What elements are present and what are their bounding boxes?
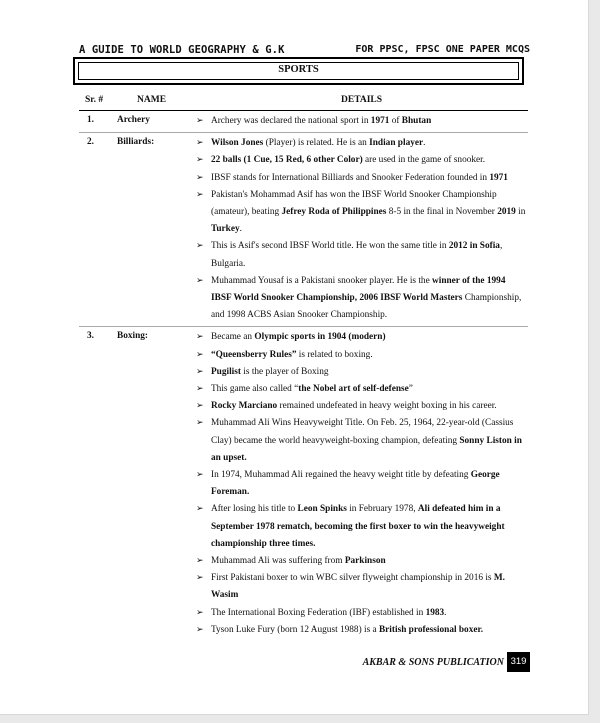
table-header (79, 94, 528, 111)
row-number: 3. (87, 331, 94, 342)
detail-text-bold: 2012 in Sofia (448, 241, 500, 252)
section-title-box (73, 57, 524, 85)
table-row (79, 327, 528, 641)
detail-item (196, 467, 528, 501)
page-number: 319 (507, 652, 530, 672)
arrow-bullet-icon: ➢ (196, 189, 204, 200)
arrow-bullet-icon: ➢ (196, 116, 204, 126)
detail-text: are used in the game of snooker. (362, 155, 486, 166)
detail-text: Tyson Luke Fury (born 12 August 1988) is a (211, 624, 379, 635)
detail-text: The International Boxing Federation (IBF) established in (211, 607, 426, 618)
detail-item (196, 135, 528, 152)
arrow-bullet-icon: ➢ (196, 556, 204, 567)
detail-item (196, 605, 528, 622)
sports-table (79, 94, 528, 641)
arrow-bullet-icon: ➢ (196, 155, 204, 166)
detail-text: is the player of Boxing (240, 366, 329, 377)
detail-text-bold: 1983 (425, 607, 445, 618)
detail-text: , Bulgaria. (211, 241, 503, 269)
detail-text: of (389, 116, 402, 126)
arrow-bullet-icon: ➢ (196, 418, 204, 429)
detail-text-bold: Parkinson (344, 556, 386, 567)
row-sport-name: Billiards: (117, 137, 155, 148)
detail-list (196, 327, 528, 641)
detail-text-bold: British professional boxer. (378, 624, 484, 635)
detail-text-bold: 1971 (489, 172, 508, 183)
detail-text-bold: Sonny Liston in an upset. (211, 435, 522, 463)
detail-text-bold: Wilson Jones (211, 138, 264, 149)
arrow-bullet-icon: ➢ (196, 470, 204, 481)
arrow-bullet-icon: ➢ (196, 241, 204, 252)
arrow-bullet-icon: ➢ (196, 332, 204, 343)
table-row (79, 133, 528, 327)
detail-text: Archery was declared the national sport in (211, 116, 371, 126)
row-sport-name: Archery (117, 115, 150, 125)
detail-text: Muhammad Ali Wins Heavyweight Title. On Feb. 25, 1964, 22-year-old (Cassius Clay) became the world heavyweight-boxing champion, defeating (211, 418, 514, 446)
detail-item (196, 381, 528, 398)
detail-item (196, 364, 528, 381)
detail-text-bold: 1971 (370, 116, 390, 126)
arrow-bullet-icon: ➢ (196, 172, 204, 183)
detail-text: (Player) is related. He is an (263, 138, 370, 149)
detail-item (196, 501, 528, 553)
arrow-bullet-icon: ➢ (196, 401, 204, 412)
detail-text-bold: Turkey (211, 224, 240, 235)
detail-text: . (423, 138, 426, 149)
arrow-bullet-icon: ➢ (196, 384, 204, 395)
arrow-bullet-icon: ➢ (196, 275, 204, 286)
detail-item (196, 570, 528, 604)
detail-item (196, 398, 528, 415)
detail-text: This game also called “ (211, 384, 299, 395)
table-row (79, 111, 528, 133)
detail-text: Pakistan's Mohammad Asif has won the IBSF World Snooker Championship (amateur), beating (211, 189, 497, 218)
detail-text: This is Asif's second IBSF World title. He won the same title in (211, 241, 449, 252)
detail-item (196, 329, 528, 346)
detail-text-bold: 2019 (497, 207, 516, 218)
detail-text-bold: Rocky Marciano (211, 401, 278, 412)
arrow-bullet-icon: ➢ (196, 607, 204, 618)
detail-text: . (444, 607, 447, 618)
header-exam-label: FOR PPSC, FPSC ONE PAPER MCQS (355, 44, 530, 55)
column-header-name: NAME (137, 95, 167, 105)
detail-item (196, 347, 528, 364)
arrow-bullet-icon: ➢ (196, 624, 204, 635)
arrow-bullet-icon: ➢ (196, 504, 204, 515)
detail-text: in (515, 207, 526, 218)
detail-text-bold: Bhutan (401, 116, 432, 126)
detail-text-bold: winner of the 1994 IBSF World Snooker Championship, 2006 IBSF World Masters (211, 275, 506, 304)
detail-text: In 1974, Muhammad Ali regained the heavy weight title by defeating (211, 470, 471, 481)
detail-text: is related to boxing. (296, 349, 373, 360)
detail-text-bold: Jefrey Roda of Philippines (281, 207, 387, 218)
header-book-title: A GUIDE TO WORLD GEOGRAPHY & G.K (79, 44, 285, 56)
detail-item (196, 273, 528, 325)
detail-item (196, 187, 528, 239)
footer-publisher: AKBAR & SONS PUBLICATION (362, 657, 504, 668)
section-title: SPORTS (78, 62, 519, 80)
detail-text-bold: Indian player (369, 138, 424, 149)
detail-text: ” (408, 384, 413, 395)
column-header-sr: Sr. # (85, 95, 104, 105)
detail-text: After losing his title to (211, 504, 298, 515)
arrow-bullet-icon: ➢ (196, 573, 204, 584)
detail-text: First Pakistani boxer to win WBC silver flyweight championship in 2016 is (211, 573, 494, 584)
row-sport-name: Boxing: (117, 331, 148, 342)
row-number: 1. (87, 115, 94, 125)
detail-text-bold: the Nobel art of self-defense (298, 384, 409, 395)
detail-text: IBSF stands for International Billiards and Snooker Federation founded in (211, 172, 490, 183)
detail-item (196, 170, 528, 187)
row-number: 2. (87, 137, 94, 148)
detail-text-bold: M. Wasim (211, 573, 505, 601)
detail-text: . (239, 224, 242, 235)
detail-list (196, 111, 528, 132)
detail-item (196, 553, 528, 570)
detail-list (196, 133, 528, 326)
detail-text-bold: Leon Spinks (297, 504, 347, 515)
detail-item (196, 113, 528, 130)
detail-text-bold: Olympic sports in 1904 (modern) (254, 332, 386, 343)
detail-item (196, 152, 528, 169)
detail-item (196, 622, 528, 639)
detail-text-bold: George Foreman. (211, 470, 500, 498)
table-body (79, 111, 528, 641)
detail-item (196, 238, 528, 272)
detail-text: remained undefeated in heavy weight boxing in his career. (277, 401, 497, 412)
detail-text: Became an (211, 332, 255, 343)
detail-text-bold: Ali defeated him in a September 1978 rematch, becoming the first boxer to win the heavyweight championship three times. (211, 504, 505, 549)
detail-text: Muhammad Ali was suffering from (211, 556, 345, 567)
detail-text: 8-5 in the final in November (386, 207, 498, 218)
detail-item (196, 415, 528, 467)
arrow-bullet-icon: ➢ (196, 366, 204, 377)
arrow-bullet-icon: ➢ (196, 349, 204, 360)
detail-text-bold: Pugilist (211, 366, 241, 377)
detail-text: Muhammad Yousaf is a Pakistani snooker player. He is the (211, 275, 433, 286)
detail-text-bold: 22 balls (1 Cue, 15 Red, 6 other Color) (211, 155, 363, 166)
detail-text: in February 1978, (346, 504, 418, 515)
column-header-details: DETAILS (341, 95, 383, 105)
detail-text-bold: “Queensberry Rules” (211, 349, 297, 360)
arrow-bullet-icon: ➢ (196, 138, 204, 149)
detail-text: Championship, and 1998 ACBS Asian Snooker Championship. (211, 293, 522, 321)
